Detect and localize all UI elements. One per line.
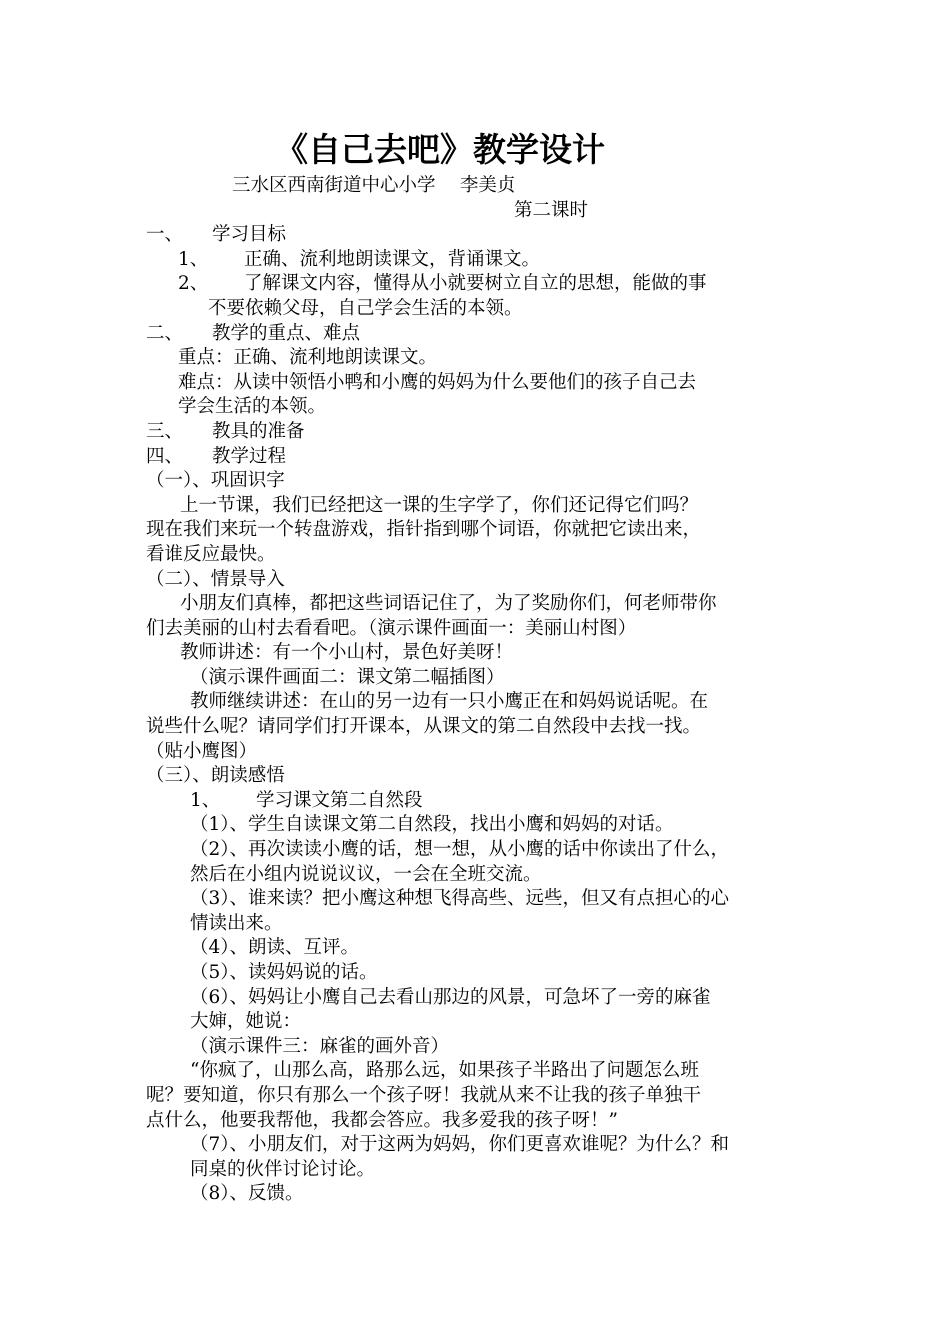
step-line: （6）、妈妈让小鹰自己去看山那边的风景，可急坏了一旁的麻雀 xyxy=(190,986,711,1008)
document-title: 《自己去吧》教学设计 xyxy=(275,130,605,169)
step-line: （2）、再次读读小鹰的话，想一想，从小鹰的话中你读出了什么， xyxy=(190,839,730,861)
paragraph-line: 上一节课，我们已经把这一课的生字学了，你们还记得它们吗？ xyxy=(180,494,699,516)
paragraph-line: 小朋友们真棒，都把这些词语记住了，为了奖励你们，何老师带你 xyxy=(180,593,717,615)
goal-item-1: 1、 正确、流利地朗读课文，背诵课文。 xyxy=(178,248,541,270)
paragraph-line: 现在我们来玩一个转盘游戏，指针指到哪个词语，你就把它读出来， xyxy=(146,519,702,541)
section-heading-keypoints: 二、 教学的重点、难点 xyxy=(146,322,361,344)
lesson-label: 第二课时 xyxy=(513,199,588,221)
paragraph-line: （贴小鹰图） xyxy=(146,740,258,762)
step-line: （3）、谁来读？把小鹰这种想飞得高些、远些，但又有点担心的心 xyxy=(190,888,730,910)
difficult-point-cont: 学会生活的本领。 xyxy=(178,396,327,418)
difficult-point: 难点：从读中领悟小鸭和小鹰的妈妈为什么要他们的孩子自己去 xyxy=(178,371,697,393)
part-heading-reading: （三）、朗读感悟 xyxy=(146,765,285,787)
part-heading-review: （一）、巩固识字 xyxy=(146,470,285,492)
step-line: 情读出来。 xyxy=(190,912,283,934)
step-line: 大婶，她说： xyxy=(190,1011,302,1033)
key-point: 重点：正确、流利地朗读课文。 xyxy=(178,347,438,369)
step-line: （演示课件三：麻雀的画外音） xyxy=(190,1035,450,1057)
paragraph-line: 教师继续讲述：在山的另一边有一只小鹰正在和妈妈说话呢。在 xyxy=(190,691,709,713)
step-line: （5）、读妈妈说的话。 xyxy=(190,962,378,983)
goal-item-2-cont: 不要依赖父母，自己学会生活的本领。 xyxy=(208,297,523,319)
step-line: （7）、小朋友们，对于这两为妈妈，你们更喜欢谁呢？为什么？和 xyxy=(190,1134,730,1156)
paragraph-line: 说些什么呢？请同学们打开课本，从课文的第二自然段中去找一找。 xyxy=(146,716,702,738)
step-line: （4）、朗读、互评。 xyxy=(190,937,360,959)
paragraph-line: （演示课件画面二：课文第二幅插图） xyxy=(190,666,505,688)
quote-line: 呢？要知道，你只有那么一个孩子呀！我就从来不让我的孩子单独干 xyxy=(146,1084,702,1106)
reading-subheading: 1、 学习课文第二自然段 xyxy=(190,789,423,811)
document-body xyxy=(146,174,806,1207)
quote-line: “你疯了，山那么高，路那么远，如果孩子半路出了问题怎么班 xyxy=(190,1060,699,1082)
step-line: 然后在小组内说说议议，一会在全班交流。 xyxy=(190,863,542,885)
step-line: 同桌的伙伴讨论讨论。 xyxy=(190,1158,376,1180)
goal-item-2: 2、 了解课文内容，懂得从小就要树立自立的思想，能做的事 xyxy=(178,273,707,295)
step-line: （1）、学生自读课文第二自然段，找出小鹰和妈妈的对话。 xyxy=(190,814,674,836)
section-heading-process: 四、 教学过程 xyxy=(146,445,287,467)
paragraph-line: 教师讲述：有一个小山村，景色好美呀！ xyxy=(180,642,514,664)
part-heading-intro: （二）、情景导入 xyxy=(146,568,285,590)
paragraph-line: 看谁反应最快。 xyxy=(146,543,276,565)
step-line: （8）、反馈。 xyxy=(190,1183,304,1205)
section-heading-materials: 三、 教具的准备 xyxy=(146,420,305,442)
author-line: 三水区西南街道中心小学 李美贞 xyxy=(232,175,516,196)
quote-line: 点什么，他要我帮他，我都会答应。我多爱我的孩子呀！” xyxy=(146,1109,618,1131)
section-heading-goals: 一、 学习目标 xyxy=(146,224,287,246)
paragraph-line: 们去美丽的山村去看看吧。（演示课件画面一：美丽山村图） xyxy=(146,617,637,639)
